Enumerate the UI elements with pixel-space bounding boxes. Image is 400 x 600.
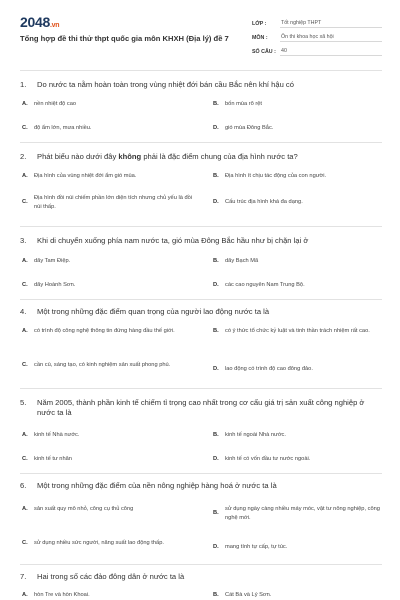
option-letter: C.	[22, 282, 28, 288]
page-header	[20, 14, 382, 62]
option-text: dãy Hoành Sơn.	[34, 282, 76, 288]
option-letter: B.	[213, 101, 219, 107]
option-text: sản xuất quy mô nhỏ, công cụ thủ công	[34, 506, 134, 512]
option-text: lao động có trình độ cao đông đảo.	[225, 366, 313, 372]
question-text-part: phải là đặc điểm chung của địa hình nước ta?	[141, 152, 298, 161]
document-meta	[252, 14, 382, 56]
option-text: có trình độ công nghệ thông tin đứng hàng đầu thế giới.	[34, 328, 175, 334]
option-5b[interactable]	[211, 431, 382, 440]
question-title	[20, 398, 382, 418]
question-divider	[20, 142, 382, 143]
option-text: gió mùa Đông Bắc.	[225, 125, 274, 131]
option-text: dãy Bạch Mã	[225, 258, 259, 264]
question-text: Khi di chuyển xuống phía nam nước ta, gió mùa Đông Bắc hầu như bị chặn lại ở	[37, 236, 309, 245]
option-text: kinh tế Nhà nước.	[34, 432, 80, 438]
meta-label-class: LỚP :	[252, 21, 267, 27]
option-text: Địa hình đồi núi chiếm phần lớn diện tích nhưng chủ yếu là đồi núi thấp.	[34, 195, 193, 210]
option-6a[interactable]	[20, 505, 195, 514]
option-4b[interactable]	[211, 327, 382, 336]
option-letter: B.	[213, 258, 219, 264]
option-letter: A.	[22, 101, 28, 107]
option-4a[interactable]	[20, 327, 195, 336]
question-number: 1.	[20, 80, 27, 89]
option-letter: A.	[22, 432, 28, 438]
question-number: 3.	[20, 236, 27, 245]
option-7a[interactable]	[20, 591, 195, 600]
document-title: Tổng hợp đề thi thử thpt quốc gia môn KHXH (Địa lý) đề 7	[20, 34, 229, 43]
question-title	[20, 236, 382, 246]
question-divider	[20, 388, 382, 389]
question-5	[20, 398, 382, 418]
question-text: Một trong những đặc điểm quan trọng của người lao động nước ta là	[37, 307, 270, 316]
option-4c[interactable]	[20, 361, 195, 370]
option-5d[interactable]	[211, 455, 382, 464]
option-text: nền nhiệt độ cao	[34, 101, 77, 107]
option-letter: B.	[213, 173, 219, 179]
option-letter: A.	[22, 173, 28, 179]
meta-value-count: 40	[280, 44, 382, 56]
option-2d[interactable]	[211, 198, 382, 207]
option-3b[interactable]	[211, 257, 382, 266]
question-4	[20, 307, 382, 317]
option-letter: C.	[22, 362, 28, 368]
question-3	[20, 236, 382, 246]
option-letter: A.	[22, 258, 28, 264]
question-divider	[20, 564, 382, 565]
question-divider	[20, 473, 382, 474]
option-letter: D.	[213, 456, 219, 462]
option-2c[interactable]	[20, 194, 195, 211]
option-3a[interactable]	[20, 257, 195, 266]
question-number: 7.	[20, 572, 27, 581]
option-text: độ ẩm lớn, mưa nhiều.	[34, 125, 92, 131]
question-title	[20, 152, 382, 162]
option-letter: D.	[213, 282, 219, 288]
option-letter: C.	[22, 125, 28, 131]
question-text: Năm 2005, thành phần kinh tế chiếm tỉ trọng cao nhất trong cơ cấu giá trị sản xuất công nghiệp ở nước ta là	[37, 398, 365, 417]
option-letter: D.	[213, 125, 219, 131]
question-divider	[20, 299, 382, 300]
option-text: có ý thức tổ chức kỷ luật và tinh thần trách nhiệm rất cao.	[225, 328, 370, 334]
option-text: bốn mùa rõ rệt	[225, 101, 262, 107]
option-letter: B.	[213, 328, 219, 334]
logo-suffix: .vn	[49, 22, 60, 29]
option-text: Cấu trúc địa hình khá đa dạng.	[225, 199, 303, 205]
option-text: Địa hình của vùng nhiệt đới ẩm gió mùa.	[34, 173, 137, 179]
option-letter: C.	[22, 456, 28, 462]
meta-value-class: Tốt nghiệp THPT	[280, 16, 382, 28]
option-letter: D.	[213, 366, 219, 372]
question-number: 5.	[20, 398, 27, 407]
option-text: cần cù, sáng tạo, có kinh nghiệm sản xuất phong phú.	[34, 362, 171, 368]
question-1	[20, 80, 382, 90]
option-6c[interactable]	[20, 539, 195, 548]
option-7b[interactable]	[211, 591, 382, 600]
meta-row-subject	[252, 28, 382, 42]
option-letter: A.	[22, 592, 28, 598]
option-5c[interactable]	[20, 455, 195, 464]
option-1c[interactable]	[20, 124, 195, 133]
option-text: mang tính tự cấp, tự túc.	[225, 544, 288, 550]
option-text: dãy Tam Điệp.	[34, 258, 71, 264]
option-2a[interactable]	[20, 172, 195, 181]
option-1a[interactable]	[20, 100, 195, 109]
option-1d[interactable]	[211, 124, 382, 133]
question-2	[20, 152, 382, 162]
question-text-part: Phát biểu nào dưới đây	[37, 152, 119, 161]
meta-label-subject: MÔN :	[252, 35, 268, 41]
option-text: các cao nguyên Nam Trung Bộ.	[225, 282, 305, 288]
option-text: Cát Bà và Lý Sơn.	[225, 592, 272, 598]
option-text: kinh tế tư nhân	[34, 456, 72, 462]
option-text: kinh tế có vốn đầu tư nước ngoài.	[225, 456, 311, 462]
question-title	[20, 80, 382, 90]
option-6d[interactable]	[211, 543, 382, 552]
question-text: Do nước ta nằm hoàn toàn trong vùng nhiệt đới bán cầu Bắc nên khí hậu có	[37, 80, 294, 89]
question-number: 4.	[20, 307, 27, 316]
question-title	[20, 481, 382, 491]
question-text-emphasis: không	[118, 152, 142, 161]
option-2b[interactable]	[211, 172, 382, 181]
option-letter: B.	[213, 432, 219, 438]
option-6b[interactable]	[211, 505, 382, 522]
option-letter: A.	[22, 506, 28, 512]
meta-label-count: SỐ CÂU :	[252, 49, 276, 55]
question-6	[20, 481, 382, 491]
option-text: hòn Tre và hòn Khoai.	[34, 592, 90, 598]
meta-row-class	[252, 14, 382, 28]
question-text	[37, 152, 382, 162]
header-divider	[20, 70, 382, 71]
option-5a[interactable]	[20, 431, 195, 440]
option-letter: A.	[22, 328, 28, 334]
option-3c[interactable]	[20, 281, 195, 290]
meta-value-subject: Ôn thi khoa học xã hội	[280, 30, 382, 42]
question-text: Hai trong số các đảo đông dân ở nước ta là	[37, 572, 185, 581]
option-text: kinh tế ngoài Nhà nước.	[225, 432, 286, 438]
option-letter: C.	[22, 199, 28, 206]
option-4d[interactable]	[211, 365, 382, 374]
option-letter: B.	[213, 510, 219, 517]
option-letter: B.	[213, 592, 219, 598]
question-number: 6.	[20, 481, 27, 490]
logo-main: 2048	[20, 14, 50, 30]
question-7	[20, 572, 382, 582]
option-text: sử dụng ngày càng nhiều máy móc, vật tư nông nghiệp, công nghệ mới.	[225, 506, 380, 521]
option-1b[interactable]	[211, 100, 382, 109]
question-title	[20, 572, 382, 582]
site-logo[interactable]	[20, 14, 59, 30]
question-title	[20, 307, 382, 317]
option-text: sử dụng nhiều sức người, năng suất lao động thấp.	[34, 540, 164, 546]
option-letter: C.	[22, 540, 28, 546]
meta-row-count	[252, 42, 382, 56]
question-text: Một trong những đặc điểm của nền nông nghiệp hàng hoá ở nước ta là	[37, 481, 277, 490]
option-3d[interactable]	[211, 281, 382, 290]
question-divider	[20, 226, 382, 227]
option-letter: D.	[213, 199, 219, 205]
question-number: 2.	[20, 152, 27, 161]
option-letter: D.	[213, 544, 219, 550]
option-text: Địa hình ít chịu tác động của con người.	[225, 173, 327, 179]
